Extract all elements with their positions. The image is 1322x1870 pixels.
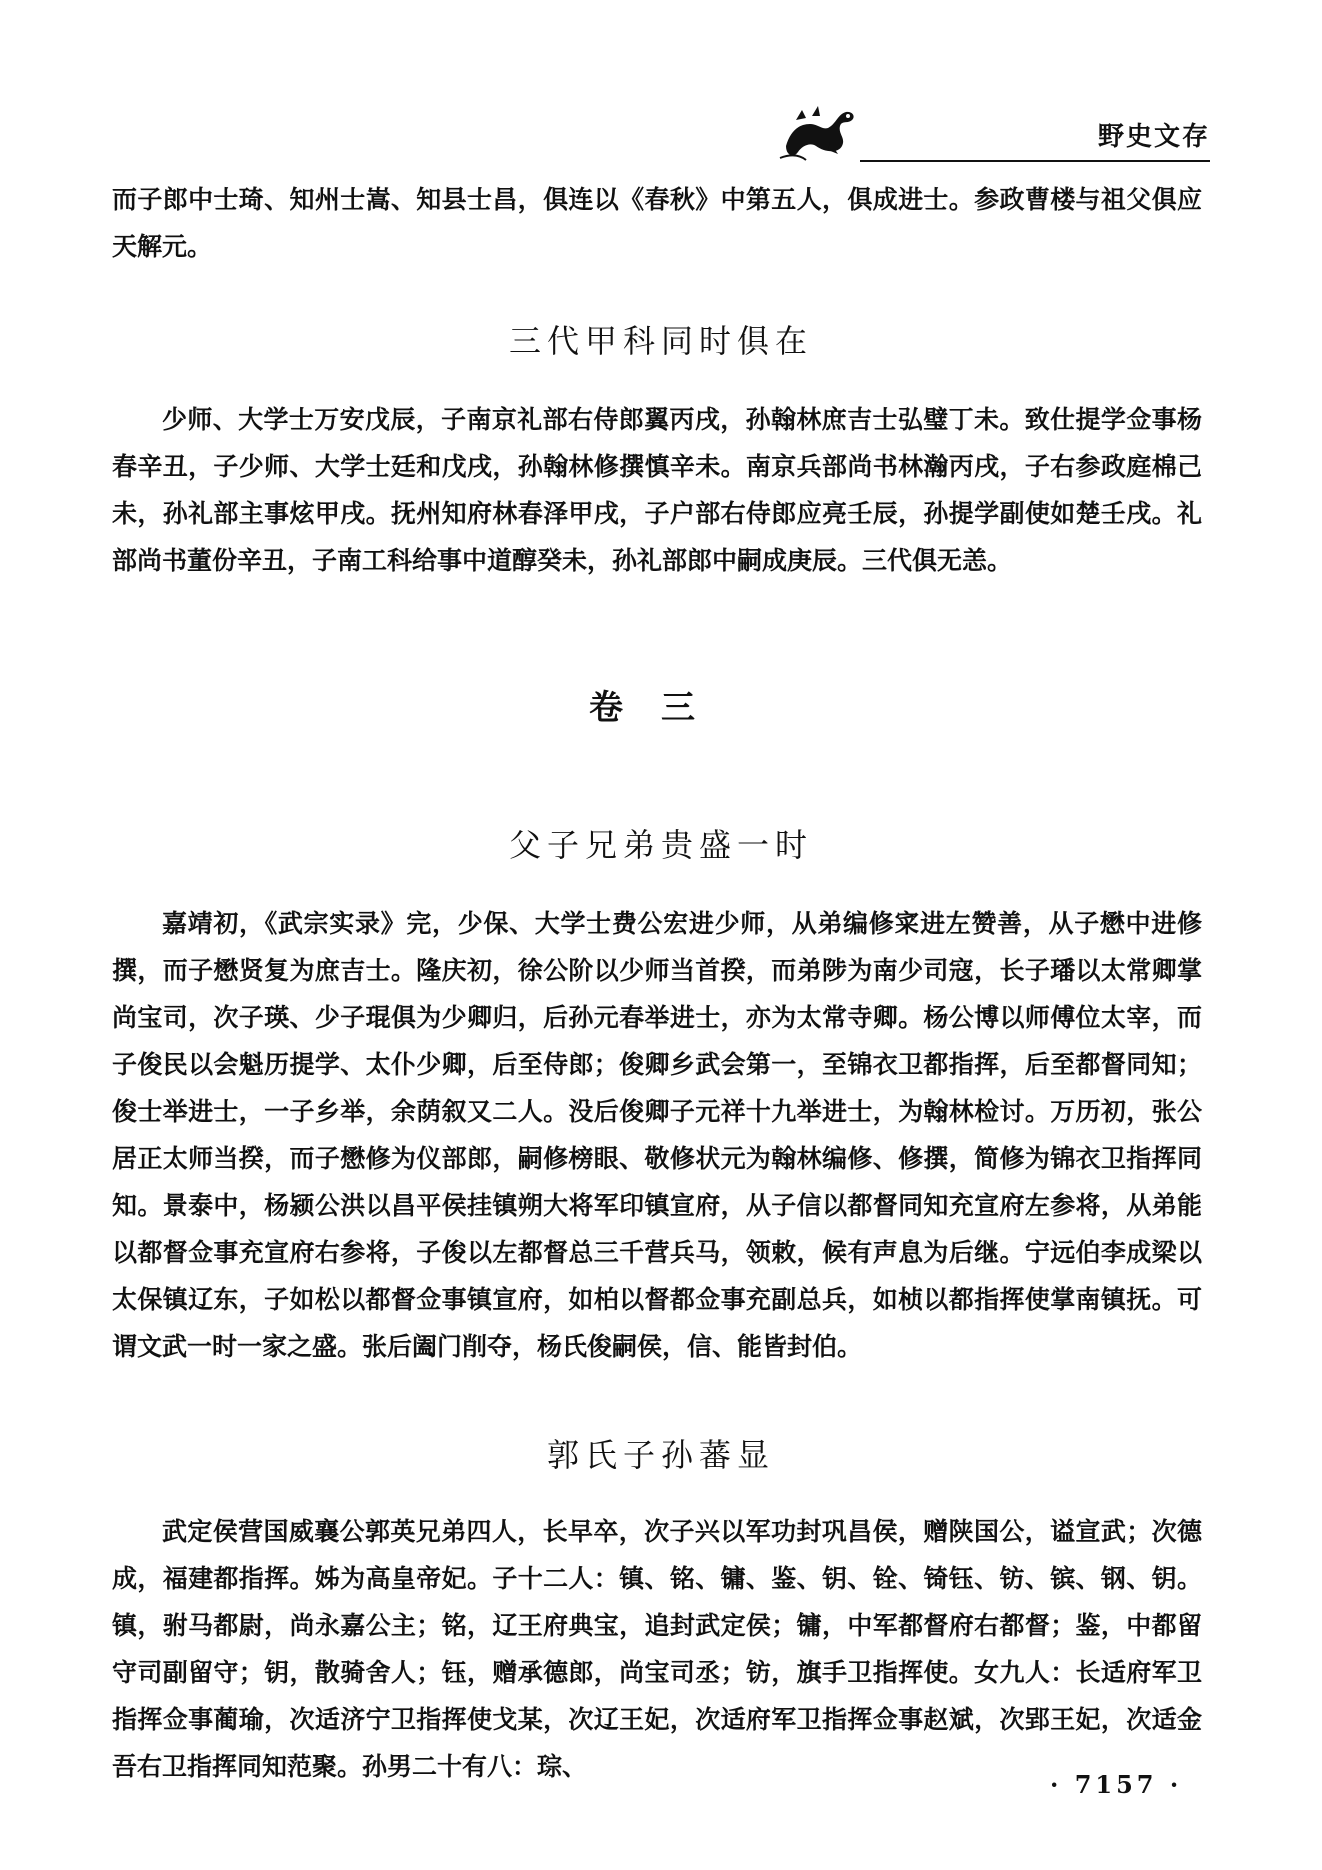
- intro-paragraph: 而子郎中士琦、知州士嵩、知县士昌，俱连以《春秋》中第五人，俱成进士。参政曹楼与祖父俱应天解元。: [112, 185, 1202, 261]
- header-divider: [860, 160, 1210, 162]
- paragraph-fathers-sons-block: [112, 900, 1202, 1370]
- page-number: · 7157 ·: [1050, 1770, 1183, 1799]
- paragraph-guo-family: 武定侯营国威襄公郭英兄弟四人，长早卒，次子兴以军功封巩昌侯，赠陕国公，谥宣武；次德成，福建都指挥。姊为高皇帝妃。子十二人：镇、铭、镛、鉴、钥、铨、锜钰、钫、镔、钢、钥。镇，驸马都尉，尚永嘉公主；铭，辽王府典宝，追封武定侯；镛，中军都督府右都督；鉴，中都留守司副留守；钥，散骑舍人；钰，赠承德郎，尚宝司丞；钫，旗手卫指挥使。女九人：长适府军卫指挥佥事蔺瑜，次适济宁卫指挥使戈某，次辽王妃，次适府军卫指挥佥事赵斌，次郢王妃，次适金吾右卫指挥同知范聚。孙男二十有八：琮、: [112, 1517, 1202, 1781]
- dragon-emblem-icon: [776, 102, 866, 164]
- running-header: [770, 100, 1210, 160]
- volume-title: 卷三: [589, 688, 733, 728]
- paragraph-fathers-sons: 嘉靖初，《武宗实录》完，少保、大学士费公宏进少师，从弟编修寀进左赞善，从子懋中进修撰，而子懋贤复为庶吉士。隆庆初，徐公阶以少师当首揆，而弟陟为南少司寇，长子璠以太常卿掌尚宝司，次子瑛、少子琨俱为少卿归，后孙元春举进士，亦为太常寺卿。杨公博以师傅位太宰，而子俊民以会魁历提学、太仆少卿，后至侍郎；俊卿乡武会第一，至锦衣卫都指挥，后至都督同知；俊士举进士，一子乡举，余荫叙又二人。没后俊卿子元祥十九举进士，为翰林检讨。万历初，张公居正太师当揆，而子懋修为仪部郎，嗣修榜眼、敬修状元为翰林编修、修撰，简修为锦衣卫指挥同知。景泰中，杨颍公洪以昌平侯挂镇朔大将军印镇宣府，从子信以都督同知充宣府左参将，从弟能以都督佥事充宣府右参将，子俊以左都督总三千营兵马，领敕，候有声息为后继。宁远伯李成梁以太保镇辽东，子如松以都督佥事镇宣府，如柏以督都佥事充副总兵，如桢以都指挥使掌南镇抚。可谓文武一时一家之盛。张后阖门削夺，杨氏俊嗣侯，信、能皆封伯。: [112, 909, 1202, 1361]
- section-heading-three-generations: 三代甲科同时俱在: [508, 322, 813, 360]
- section-heading-guo-family: 郭氏子孙蕃显: [546, 1436, 775, 1474]
- paragraph-guo-family-block: [112, 1508, 1202, 1790]
- intro-paragraph-block: [112, 176, 1202, 270]
- paragraph-three-generations-block: [112, 396, 1202, 584]
- series-title: 野史文存: [1097, 122, 1210, 152]
- section-heading-fathers-sons: 父子兄弟贵盛一时: [508, 826, 813, 864]
- paragraph-three-generations: 少师、大学士万安戊辰，子南京礼部右侍郎翼丙戌，孙翰林庶吉士弘璧丁未。致仕提学佥事杨春辛丑，子少师、大学士廷和戊戌，孙翰林修撰慎辛未。南京兵部尚书林瀚丙戌，子右参政庭棉己未，孙礼部主事炫甲戌。抚州知府林春泽甲戌，子户部右侍郎应亮壬辰，孙提学副使如楚壬戌。礼部尚书董份辛丑，子南工科给事中道醇癸未，孙礼部郎中嗣成庚辰。三代俱无恙。: [112, 405, 1202, 575]
